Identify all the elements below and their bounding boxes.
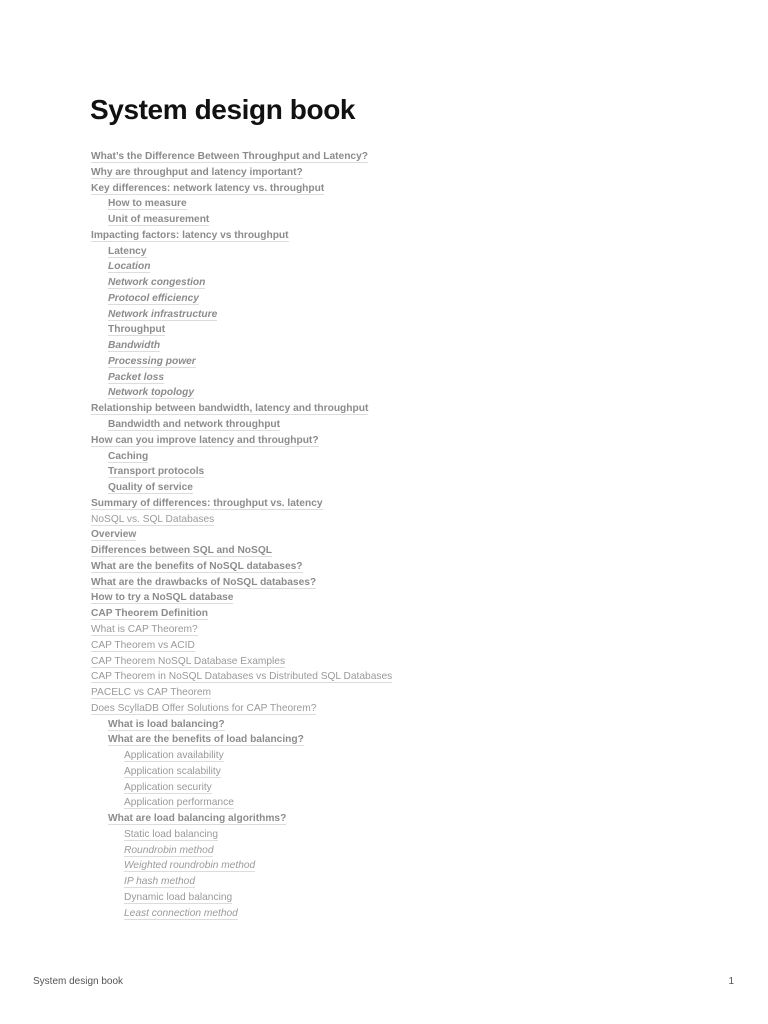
toc-item: [91, 449, 392, 465]
toc-link[interactable]: What are load balancing algorithms?: [108, 813, 287, 825]
toc-item: [91, 638, 392, 654]
toc-link[interactable]: Key differences: network latency vs. throughput: [91, 182, 325, 194]
toc-link[interactable]: Application security: [124, 781, 212, 793]
toc-link[interactable]: Why are throughput and latency important?: [91, 166, 303, 178]
toc-item: [91, 228, 392, 244]
toc-item: [91, 654, 392, 670]
page-title: System design book: [90, 94, 356, 125]
toc-item: [91, 795, 392, 811]
toc-link[interactable]: What’s the Difference Between Throughput and Latency?: [91, 151, 368, 162]
toc-link[interactable]: Processing power: [108, 355, 196, 367]
toc-item: [91, 275, 392, 291]
toc-item: [91, 496, 392, 512]
toc-link[interactable]: Throughput: [108, 324, 166, 336]
toc-item: [91, 590, 392, 606]
toc-link[interactable]: What are the drawbacks of NoSQL databases?: [91, 576, 317, 588]
toc-item: [91, 385, 392, 401]
toc-link[interactable]: Network topology: [108, 387, 195, 399]
toc-link[interactable]: Transport protocols: [108, 466, 205, 478]
toc-link[interactable]: Protocol efficiency: [108, 292, 199, 304]
toc-link[interactable]: Caching: [108, 450, 149, 462]
toc-item: [91, 212, 392, 228]
toc-link[interactable]: Roundrobin method: [124, 844, 214, 856]
toc-link[interactable]: Bandwidth and network throughput: [108, 419, 281, 431]
toc-link[interactable]: How to measure: [108, 198, 187, 210]
toc-link[interactable]: How can you improve latency and throughput?: [91, 434, 319, 446]
toc-link[interactable]: Latency: [108, 245, 147, 257]
toc-item: [91, 701, 392, 717]
toc-item: [91, 543, 392, 559]
toc-item: [91, 165, 392, 181]
toc-item: [91, 291, 392, 307]
toc-item: [91, 417, 392, 433]
toc-item: [91, 669, 392, 685]
toc-link[interactable]: Does ScyllaDB Offer Solutions for CAP Theorem?: [91, 702, 317, 714]
toc-item: [91, 512, 392, 528]
toc-item: [91, 401, 392, 417]
toc-item: [91, 259, 392, 275]
toc-item: [91, 527, 392, 543]
toc-link[interactable]: Summary of differences: throughput vs. latency: [91, 497, 323, 509]
toc-link[interactable]: Differences between SQL and NoSQL: [91, 545, 272, 557]
toc-link[interactable]: What is load balancing?: [108, 718, 225, 730]
toc-item: [91, 732, 392, 748]
toc-link[interactable]: Relationship between bandwidth, latency and throughput: [91, 403, 369, 415]
toc-item: [91, 464, 392, 480]
toc-item: [91, 717, 392, 733]
toc-item: [91, 606, 392, 622]
table-of-contents: [91, 149, 392, 922]
toc-item: [91, 181, 392, 197]
toc-link[interactable]: CAP Theorem Definition: [91, 608, 208, 620]
toc-link[interactable]: Application availability: [124, 750, 224, 762]
toc-link[interactable]: CAP Theorem NoSQL Database Examples: [91, 655, 286, 667]
toc-item: [91, 559, 392, 575]
toc-link[interactable]: What are the benefits of NoSQL databases?: [91, 560, 303, 572]
toc-item: [91, 874, 392, 890]
toc-link[interactable]: Packet loss: [108, 371, 165, 383]
toc-item: [91, 858, 392, 874]
toc-item: [91, 244, 392, 260]
toc-link[interactable]: CAP Theorem vs ACID: [91, 639, 195, 651]
toc-link[interactable]: NoSQL vs. SQL Databases: [91, 513, 215, 525]
toc-link[interactable]: Network infrastructure: [108, 308, 218, 320]
footer-page-number: 1: [728, 976, 734, 987]
toc-item: [91, 906, 392, 922]
toc-link[interactable]: Quality of service: [108, 482, 193, 494]
toc-item: [91, 433, 392, 449]
toc-item: [91, 307, 392, 323]
toc-link[interactable]: Application performance: [124, 797, 234, 809]
toc-item: [91, 354, 392, 370]
toc-link[interactable]: CAP Theorem in NoSQL Databases vs Distributed SQL Databases: [91, 671, 393, 683]
toc-link[interactable]: Dynamic load balancing: [124, 891, 233, 903]
toc-link[interactable]: Unit of measurement: [108, 214, 210, 226]
toc-item: [91, 338, 392, 354]
toc-item: [91, 843, 392, 859]
toc-item: [91, 480, 392, 496]
toc-item: [91, 622, 392, 638]
toc-item: [91, 764, 392, 780]
toc-item: [91, 149, 392, 165]
toc-item: [91, 748, 392, 764]
toc-item: [91, 780, 392, 796]
toc-link[interactable]: Network congestion: [108, 277, 206, 289]
toc-link[interactable]: IP hash method: [124, 876, 195, 888]
toc-link[interactable]: Least connection method: [124, 907, 238, 919]
toc-link[interactable]: How to try a NoSQL database: [91, 592, 234, 604]
toc-link[interactable]: Weighted roundrobin method: [124, 860, 256, 872]
toc-link[interactable]: Static load balancing: [124, 828, 219, 840]
toc-link[interactable]: Location: [108, 261, 151, 273]
toc-link[interactable]: Impacting factors: latency vs throughput: [91, 229, 289, 241]
toc-item: [91, 827, 392, 843]
toc-item: [91, 575, 392, 591]
toc-item: [91, 811, 392, 827]
toc-link[interactable]: Overview: [91, 529, 137, 541]
toc-link[interactable]: PACELC vs CAP Theorem: [91, 687, 212, 699]
toc-link[interactable]: What is CAP Theorem?: [91, 623, 198, 635]
toc-item: [91, 890, 392, 906]
toc-link[interactable]: What are the benefits of load balancing?: [108, 734, 304, 746]
toc-item: [91, 196, 392, 212]
toc-item: [91, 322, 392, 338]
toc-item: [91, 685, 392, 701]
footer-title: System design book: [33, 976, 124, 987]
toc-link[interactable]: Application scalability: [124, 765, 221, 777]
toc-link[interactable]: Bandwidth: [108, 340, 161, 352]
toc-item: [91, 370, 392, 386]
